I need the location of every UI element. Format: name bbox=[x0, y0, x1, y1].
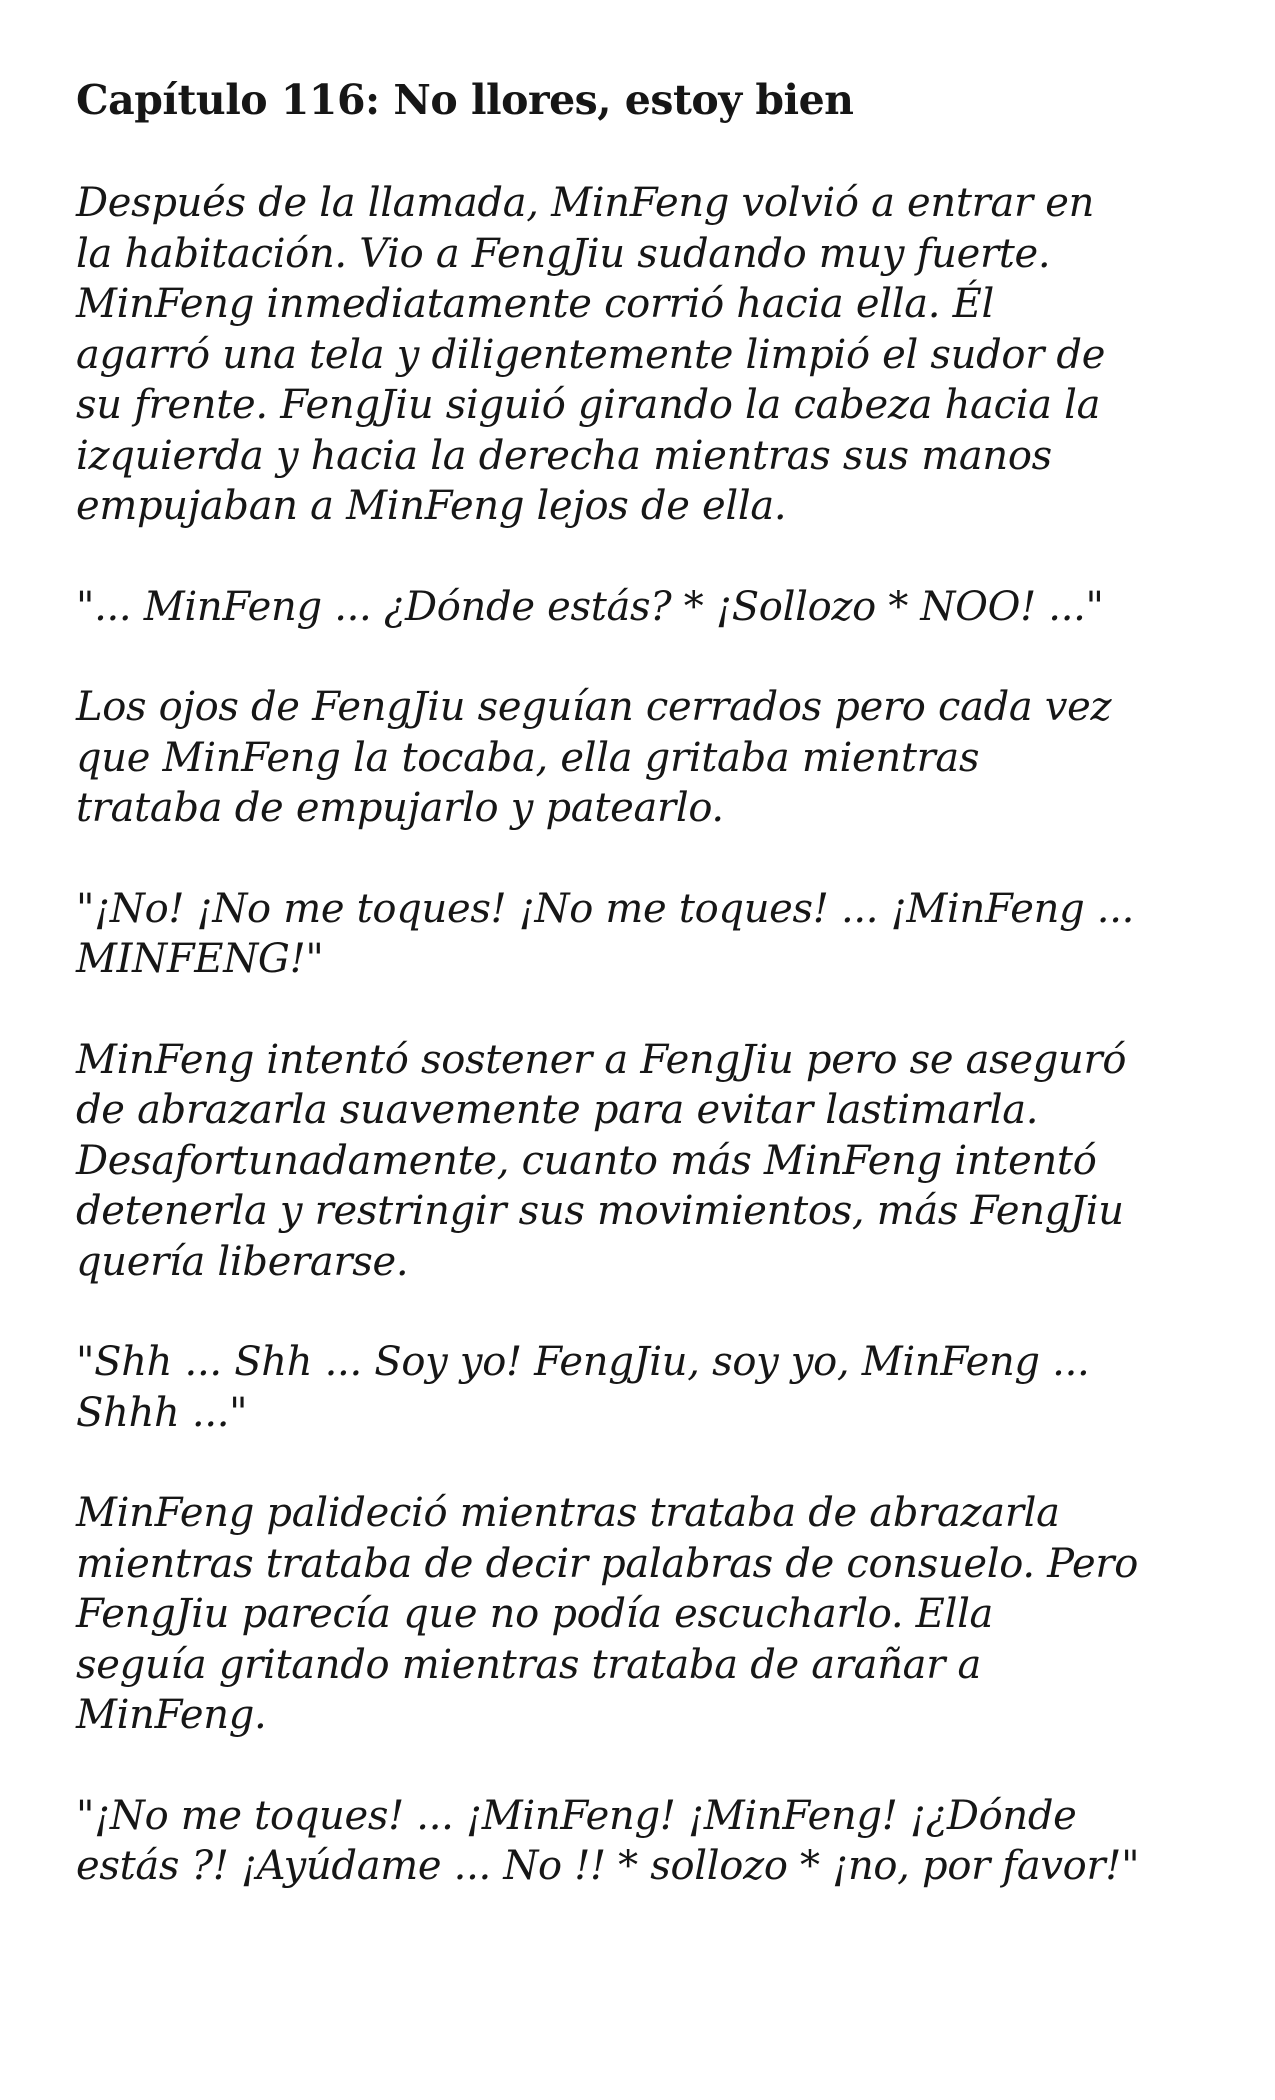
text-line: estás ?! ¡Ayúdame ... No !! * sollozo * ¡no, por favor!" bbox=[76, 1843, 1140, 1889]
text-line: FengJiu parecía que no podía escucharlo. Ella bbox=[76, 1591, 994, 1637]
text-line: su frente. FengJiu siguió girando la cabeza hacia la bbox=[76, 382, 1101, 428]
text-line: seguía gritando mientras trataba de arañar a bbox=[76, 1641, 982, 1688]
text-line: Shhh ..." bbox=[76, 1389, 248, 1436]
text-line: Después de la llamada, MinFeng volvió a entrar en bbox=[76, 180, 1095, 226]
text-line: agarró una tela y diligentemente limpió el sudor de bbox=[76, 331, 1106, 378]
text-line: "Shh ... Shh ... Soy yo! FengJiu, soy yo, MinFeng ... bbox=[76, 1339, 1090, 1385]
chapter-title: Capítulo 116: No llores, estoy bien bbox=[76, 76, 854, 124]
narration-paragraph bbox=[76, 1035, 1216, 1288]
text-line: quería liberarse. bbox=[76, 1238, 409, 1285]
text-line: MinFeng intentó sostener a FengJiu pero se aseguró bbox=[76, 1036, 1127, 1083]
text-line: "¡No me toques! ... ¡MinFeng! ¡MinFeng! ¡¿Dónde bbox=[76, 1792, 1077, 1839]
chapter-body bbox=[76, 178, 1216, 1942]
text-line: detenerla y restringir sus movimientos, más FengJiu bbox=[76, 1188, 1124, 1234]
dialogue-paragraph bbox=[76, 1337, 1216, 1438]
text-line: MinFeng inmediatamente corrió hacia ella. Él bbox=[76, 281, 994, 327]
dialogue-paragraph bbox=[76, 582, 1216, 633]
text-line: empujaban a MinFeng lejos de ella. bbox=[76, 483, 787, 529]
text-line: MinFeng. bbox=[76, 1692, 267, 1738]
narration-paragraph bbox=[76, 1488, 1216, 1741]
text-line: trataba de empujarlo y patearlo. bbox=[76, 785, 724, 831]
dialogue-paragraph bbox=[76, 1791, 1216, 1892]
narration-paragraph bbox=[76, 178, 1216, 532]
text-line: Los ojos de FengJiu seguían cerrados pero cada vez bbox=[76, 684, 1112, 730]
text-line: mientras trataba de decir palabras de consuelo. Pero bbox=[76, 1540, 1138, 1587]
text-line: que MinFeng la tocaba, ella gritaba mientras bbox=[76, 734, 980, 781]
text-line: la habitación. Vio a FengJiu sudando muy fuerte. bbox=[76, 230, 1051, 277]
text-line: Desafortunadamente, cuanto más MinFeng intentó bbox=[76, 1137, 1097, 1184]
text-line: MinFeng palideció mientras trataba de abrazarla bbox=[76, 1490, 1060, 1536]
text-line: "... MinFeng ... ¿Dónde estás? * ¡Sollozo * NOO! ..." bbox=[76, 583, 1104, 630]
text-line: MINFENG!" bbox=[76, 936, 324, 982]
narration-paragraph bbox=[76, 682, 1216, 834]
text-line: "¡No! ¡No me toques! ¡No me toques! ... ¡MinFeng ... bbox=[76, 885, 1135, 932]
text-line: izquierda y hacia la derecha mientras sus manos bbox=[76, 432, 1052, 479]
dialogue-paragraph bbox=[76, 884, 1216, 985]
text-line: de abrazarla suavemente para evitar lastimarla. bbox=[76, 1087, 1039, 1133]
